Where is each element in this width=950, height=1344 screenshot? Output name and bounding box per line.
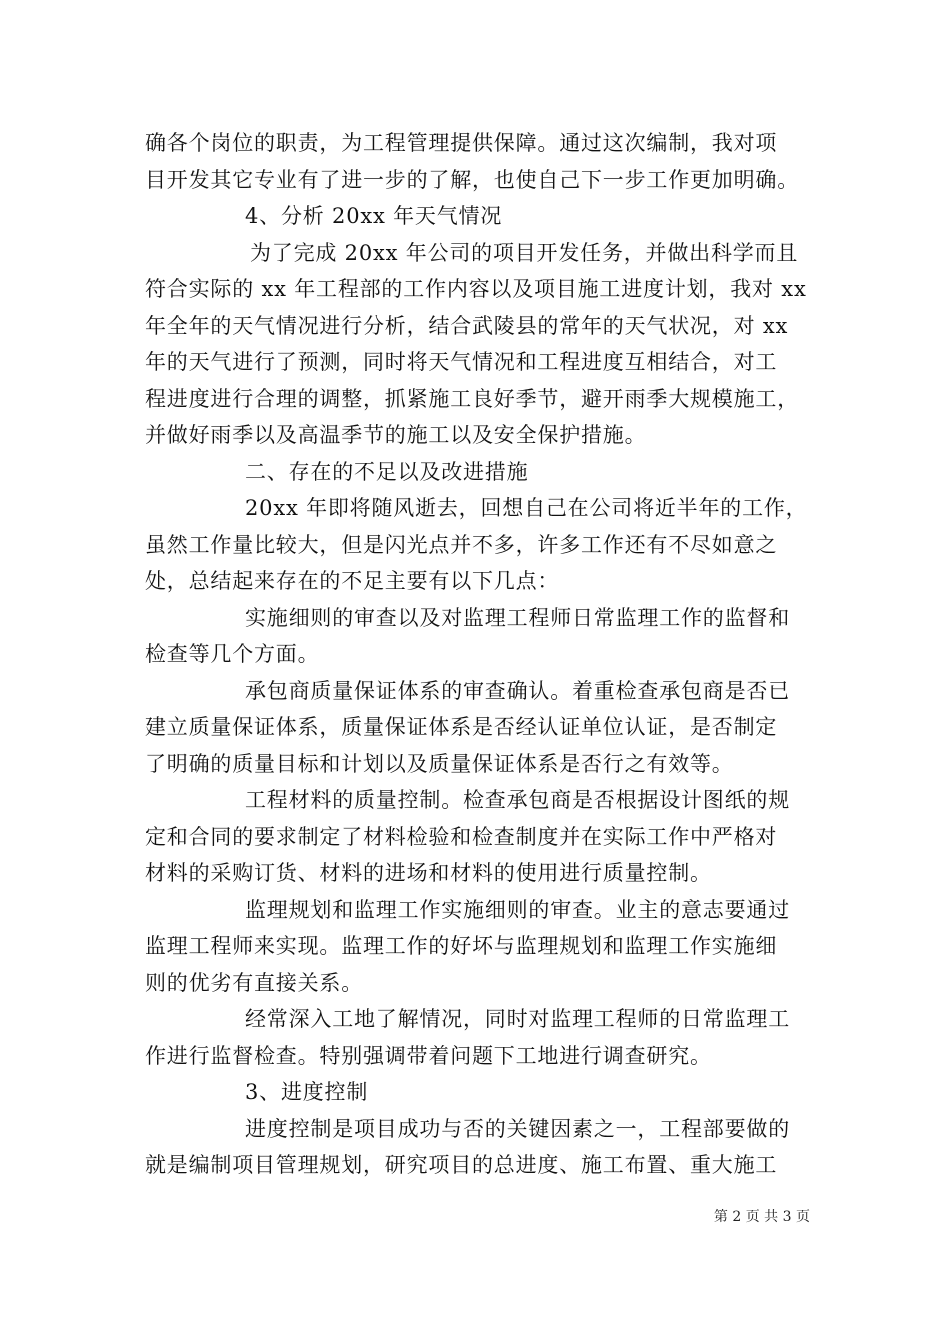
text-line: 就是编制项目管理规划，研究项目的总进度、施工布置、重大施工 [145, 1153, 778, 1177]
text-line: 工程材料的质量控制。检查承包商是否根据设计图纸的规 [245, 788, 790, 812]
text-line: 监理工程师来实现。监理工作的好坏与监理规划和监理工作实施细 [145, 934, 778, 958]
text-line: 程进度进行合理的调整，抓紧施工良好季节，避开雨季大规模施工， [145, 386, 799, 411]
text-line: 定和合同的要求制定了材料检验和检查制度并在实际工作中严格对 [145, 824, 778, 849]
text-line: 20xx 年即将随风逝去，回想自己在公司将近半年的工作， [245, 496, 808, 520]
text-line: 并做好雨季以及高温季节的施工以及安全保护措施。 [145, 423, 647, 447]
section-heading: 4、分析 20xx 年天气情况 [245, 204, 503, 228]
text-line: 经常深入工地了解情况，同时对监理工程师的日常监理工 [245, 1007, 790, 1031]
text-line: 材料的采购订货、材料的进场和材料的使用进行质量控制。 [145, 861, 712, 885]
text-line: 年全年的天气情况进行分析，结合武陵县的常年的天气状况，对 xx [145, 313, 789, 338]
text-line: 则的优劣有直接关系。 [145, 970, 363, 995]
text-line: 检查等几个方面。 [145, 642, 320, 666]
text-line: 实施细则的审查以及对监理工程师日常监理工作的监督和 [245, 605, 790, 630]
text-line: 处，总结起来存在的不足主要有以下几点： [145, 569, 560, 593]
document-body [145, 125, 825, 1184]
text-line: 为了完成 20xx 年公司的项目开发任务，并做出科学而且 [250, 240, 799, 265]
section-heading: 二、存在的不足以及改进措施 [245, 459, 529, 484]
text-line: 承包商质量保证体系的审查确认。着重检查承包商是否已 [245, 678, 790, 703]
text-line: 确各个岗位的职责，为工程管理提供保障。通过这次编制，我对项 [145, 131, 778, 155]
text-line: 虽然工作量比较大，但是闪光点并不多，许多工作还有不尽如意之 [145, 532, 778, 557]
text-line: 作进行监督检查。特别强调带着问题下工地进行调查研究。 [145, 1043, 712, 1068]
text-line: 建立质量保证体系，质量保证体系是否经认证单位认证，是否制定 [145, 715, 778, 739]
text-line: 监理规划和监理工作实施细则的审查。业主的意志要通过 [245, 897, 790, 922]
text-line: 符合实际的 xx 年工程部的工作内容以及项目施工进度计划，我对 xx [145, 277, 807, 301]
page-number-footer: 第 2 页 共 3 页 [713, 1209, 810, 1225]
text-line: 了明确的质量目标和计划以及质量保证体系是否行之有效等。 [145, 751, 734, 776]
text-line: 目开发其它专业有了进一步的了解，也使自己下一步工作更加明确。 [145, 167, 799, 192]
section-heading: 3、进度控制 [245, 1080, 369, 1104]
text-line: 年的天气进行了预测，同时将天气情况和工程进度互相结合，对工 [145, 350, 778, 374]
text-line: 进度控制是项目成功与否的关键因素之一，工程部要做的 [245, 1116, 790, 1141]
